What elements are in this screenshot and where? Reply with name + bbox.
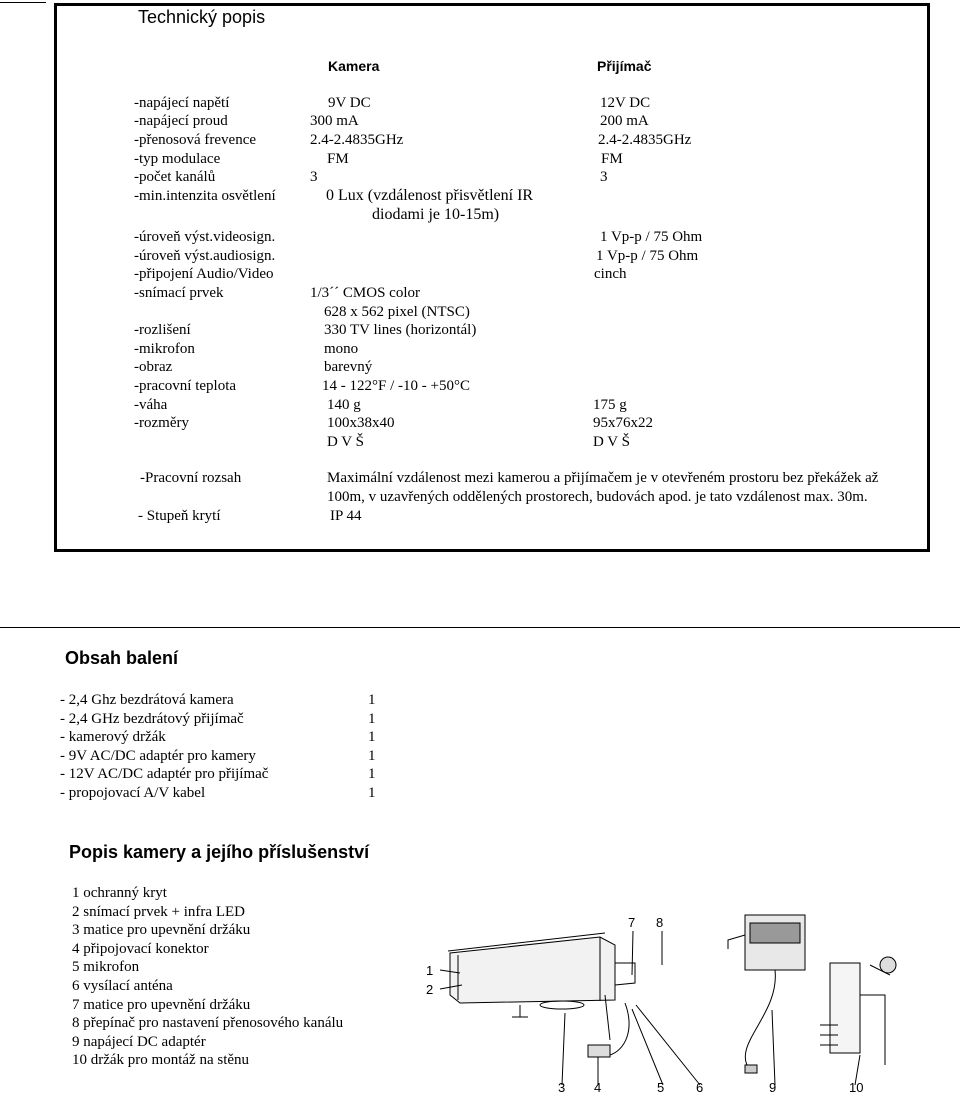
spec-label: -typ modulace bbox=[134, 151, 221, 167]
spec-camera-value: 3 bbox=[310, 169, 318, 185]
package-item-qty: 1 bbox=[368, 692, 376, 708]
spec-camera-value: FM bbox=[327, 151, 349, 167]
camera-desc-item: 6 vysílací anténa bbox=[72, 978, 173, 994]
spec-label: -napájecí napětí bbox=[134, 95, 230, 111]
spec-label: -počet kanálů bbox=[134, 169, 216, 185]
spec-camera-value: 140 g bbox=[327, 397, 361, 413]
spec-label: -min.intenzita osvětlení bbox=[134, 188, 276, 204]
section-separator bbox=[0, 627, 960, 628]
spec-receiver-value: 95x76x22 bbox=[593, 415, 653, 431]
figure-label-3: 3 bbox=[558, 1080, 566, 1094]
camera-desc-item: 9 napájecí DC adaptér bbox=[72, 1033, 206, 1050]
camera-desc-item: 10 držák pro montáž na stěnu bbox=[72, 1052, 250, 1069]
spec-label: -úroveň výst.videosign. bbox=[134, 229, 276, 245]
figure-label-8: 8 bbox=[656, 915, 664, 930]
spec-label: -přenosová frevence bbox=[134, 132, 257, 148]
spec-receiver-value: cinch bbox=[594, 266, 627, 282]
camera-desc-item: 8 přepínač pro nastavení přenosového kanálu bbox=[72, 1015, 344, 1032]
spec-label: -napájecí proud bbox=[134, 113, 228, 129]
package-item: - propojovací A/V kabel bbox=[60, 785, 206, 801]
camera-drawing bbox=[440, 915, 896, 1085]
package-item: - kamerový držák bbox=[60, 729, 166, 746]
package-title: Obsah balení bbox=[65, 648, 179, 668]
camera-desc-item: 4 připojovací konektor bbox=[72, 940, 209, 957]
package-item-qty: 1 bbox=[368, 766, 376, 783]
range-text-line-1: Maximální vzdálenost mezi kamerou a přijímačem je v otevřeném prostoru bez překážek až bbox=[327, 470, 879, 486]
camera-desc-item: 3 matice pro upevnění držáku bbox=[72, 922, 251, 939]
range-text-line-2: 100m, v uzavřených oddělených prostorech, budovách apod. je tato vzdálenost max. 30m. bbox=[327, 489, 868, 505]
package-item: - 12V AC/DC adaptér pro přijímač bbox=[60, 766, 269, 783]
spec-camera-value: 14 - 122°F / -10 - +50°C bbox=[322, 378, 470, 394]
column-header-camera: Kamera bbox=[328, 58, 380, 74]
camera-desc-item: 5 mikrofon bbox=[72, 959, 140, 976]
spec-camera-value: mono bbox=[324, 341, 359, 357]
spec-receiver-value: 200 mA bbox=[600, 113, 649, 129]
spec-camera-value: 2.4-2.4835GHz bbox=[310, 132, 404, 148]
figure-label-5: 5 bbox=[657, 1080, 665, 1094]
spec-camera-value: 330 TV lines (horizontál) bbox=[324, 322, 477, 338]
package-item-qty: 1 bbox=[368, 729, 376, 746]
spec-camera-value: D V Š bbox=[327, 434, 364, 450]
spec-receiver-value: 1 Vp-p / 75 Ohm bbox=[600, 229, 703, 245]
top-rule bbox=[0, 2, 46, 3]
spec-label: -snímací prvek bbox=[134, 285, 224, 301]
spec-label: -obraz bbox=[134, 359, 173, 375]
figure-label-2: 2 bbox=[426, 982, 434, 997]
spec-camera-value: 628 x 562 pixel (NTSC) bbox=[324, 304, 470, 320]
spec-receiver-value: 1 Vp-p / 75 Ohm bbox=[596, 248, 699, 264]
spec-receiver-value: 2.4-2.4835GHz bbox=[598, 132, 692, 148]
camera-desc-item: 7 matice pro upevnění držáku bbox=[72, 996, 251, 1013]
spec-camera-value: 300 mA bbox=[310, 113, 359, 129]
package-item-qty: 1 bbox=[368, 785, 376, 801]
ip-label: - Stupeň krytí bbox=[138, 508, 221, 524]
package-item: - 2,4 GHz bezdrátový přijímač bbox=[60, 710, 244, 727]
tech-spec-title: Technický popis bbox=[138, 7, 266, 27]
figure-label-1: 1 bbox=[426, 963, 434, 978]
camera-accessories-figure bbox=[400, 905, 960, 1094]
package-item-qty: 1 bbox=[368, 747, 376, 764]
spec-label: -rozměry bbox=[134, 415, 189, 431]
spec-label: -mikrofon bbox=[134, 341, 195, 357]
package-item: - 2,4 Ghz bezdrátová kamera bbox=[60, 692, 234, 708]
spec-receiver-value: 175 g bbox=[593, 397, 627, 413]
spec-receiver-value: 12V DC bbox=[600, 95, 651, 111]
figure-label-7: 7 bbox=[628, 915, 636, 930]
range-label: -Pracovní rozsah bbox=[140, 470, 242, 486]
spec-label: -připojení Audio/Video bbox=[134, 266, 274, 282]
figure-label-6: 6 bbox=[696, 1080, 704, 1094]
package-item: - 9V AC/DC adaptér pro kamery bbox=[60, 747, 256, 764]
spec-camera-value: 0 Lux (vzdálenost přisvětlení IR bbox=[326, 187, 534, 204]
figure-label-10: 10 bbox=[849, 1080, 864, 1094]
camera-desc-title: Popis kamery a jejího příslušenství bbox=[69, 842, 370, 862]
spec-receiver-value: D V Š bbox=[593, 434, 630, 450]
spec-camera-value: barevný bbox=[324, 359, 373, 375]
spec-label: -úroveň výst.audiosign. bbox=[134, 248, 276, 264]
spec-label: -váha bbox=[134, 397, 168, 413]
spec-camera-value: 9V DC bbox=[328, 95, 371, 111]
spec-label: -rozlišení bbox=[134, 322, 191, 338]
spec-receiver-value: FM bbox=[601, 151, 623, 167]
spec-receiver-value: 3 bbox=[600, 169, 608, 185]
figure-label-9: 9 bbox=[769, 1080, 777, 1094]
spec-label: -pracovní teplota bbox=[134, 378, 237, 394]
camera-desc-item: 1 ochranný kryt bbox=[72, 885, 167, 901]
package-item-qty: 1 bbox=[368, 710, 376, 727]
ip-value: IP 44 bbox=[330, 508, 362, 524]
camera-desc-item: 2 snímací prvek + infra LED bbox=[72, 903, 245, 920]
figure-label-4: 4 bbox=[594, 1080, 602, 1094]
spec-camera-value: 1/3´´ CMOS color bbox=[310, 285, 420, 301]
spec-camera-value: diodami je 10-15m) bbox=[372, 206, 500, 223]
column-header-receiver: Přijímač bbox=[597, 58, 652, 74]
spec-camera-value: 100x38x40 bbox=[327, 415, 395, 431]
